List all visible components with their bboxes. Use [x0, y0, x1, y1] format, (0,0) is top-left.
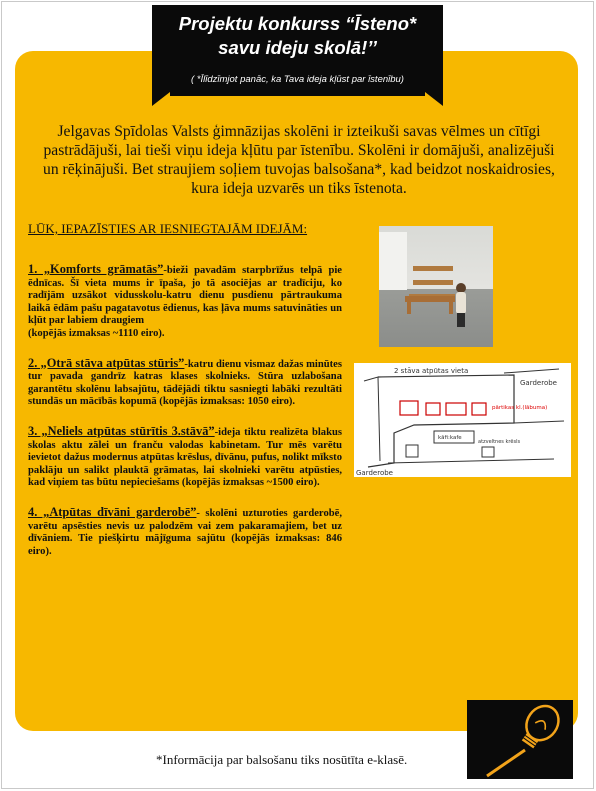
title-line-2: savu ideju skolā!’’ — [218, 37, 377, 58]
idea-description: -bieži pavadām starpbrīžus telpā pie ēdnīcas. Šī vieta mums ir īpaša, jo tā asociējas ar tradīciju, ko radījām uzsākot vidusskolu-katru dienu pusdienu pārtraukuma laikā ēdām pašu pagatavotus ēdienus, kas ļāva mums satuvināties un kļūt par labiem draugiem — [28, 265, 343, 327]
page-title — [152, 12, 443, 60]
sketch-red-note: pārtikas kl.(lābuma) — [492, 405, 548, 411]
sketch-shelf-label: kāfi:kafe — [438, 435, 462, 441]
section-heading: LŪK, IEPAZĪSTIES AR IESNIEGTAJĀM IDEJĀM: — [28, 221, 308, 236]
sketch-left-label: Garderobe — [356, 469, 393, 477]
idea-item-3 — [28, 425, 342, 490]
sketch-right-label: Garderobe — [520, 379, 557, 387]
room-photo — [379, 226, 493, 347]
page-subtitle: ( *Īlīdzīmjot panāc, ka Tava ideja kļūst par īstenību) — [191, 74, 404, 85]
photo-window — [379, 232, 407, 290]
ideas-list — [28, 263, 342, 574]
idea-item-1 — [28, 263, 342, 341]
photo-shelf — [413, 266, 453, 271]
photo-bench — [405, 296, 455, 302]
ribbon-tail-right — [425, 92, 443, 106]
idea-item-4 — [28, 506, 342, 558]
photo-person-body — [456, 292, 466, 314]
ribbon-bottom — [170, 92, 425, 96]
photo-shelf — [413, 280, 453, 285]
idea-description: -ideja tiktu realizēta blakus skolas aktu zālei un franču valodas kabinetam. Tur mēs varētu ievietot dažus modernus atpūtas krēslus, dīvānu, pufus, nolikt mīksto paklāju un salikt plauktā grāmatas, lai skolnieki varētu atpūsties, kad viņiem tas būtu nepieciešams (kopējās izmaksas ~1500 eiro). — [28, 426, 343, 489]
idea-title: 3. „Neliels atpūtas stūrītis 3.stāvā” — [28, 423, 215, 438]
floor-plan-sketch — [354, 363, 571, 477]
photo-bench-leg — [407, 302, 411, 314]
lightbulb-icon — [467, 700, 573, 779]
sketch-top-label: 2 stāva atpūtas vieta — [394, 367, 469, 375]
sketch-chair-label: atzveltnes krēsls — [478, 439, 521, 445]
idea-title: 2. „Otrā stāva atpūtas stūris” — [28, 355, 185, 370]
footnote: *Informācija par balsošanu tiks nosūtīta e-klasē. — [156, 752, 408, 767]
idea-title: 4. „Atpūtas dīvāni garderobē” — [28, 504, 197, 519]
intro-paragraph: Jelgavas Spīdolas Valsts ģimnāzijas skolēni ir izteikuši savas vēlmes un cītīgi pastrādājuši, lai tieši viņu ideja kļūtu par īstenību. Skolēni ir domājuši, analizējuši un rēķinājuši. Bet straujiem soļiem tuvojas balsošana*, kad beidzot noskaidrosies, kura ideja uzvarēs un tiks īstenota. — [43, 123, 555, 197]
lightbulb-logo — [467, 700, 573, 779]
photo-person-legs — [457, 313, 465, 327]
title-line-1: Projektu konkurss “Īsteno* — [178, 13, 417, 34]
ribbon-tail-left — [152, 92, 170, 106]
idea-title: 1. „Komforts grāmatās” — [28, 262, 164, 276]
idea-description: - skolēni uzturoties garderobē, varētu apsēsties nevis uz palodzēm vai zem pakaramajiem, bet uz dīvāniem. Tie piešķirtu mājīguma sajūtu (kopējās izmaksas: 846 eiro). — [28, 507, 342, 557]
photo-bench-leg — [449, 302, 453, 314]
idea-item-2 — [28, 357, 342, 409]
idea-description: -katru dienu vismaz dažas minūtes tur pavada gandrīz katras klases skolnieks. Stūra uzlabošana garantētu skolēnu labsajūtu, tādējādi tiktu sasniegti labāki rezultāti stundās un mācībās kopumā (kopējās izmaksas: 1050 eiro). — [28, 358, 343, 408]
idea-cost: (kopējās izmaksas ~1110 eiro). — [28, 327, 165, 339]
